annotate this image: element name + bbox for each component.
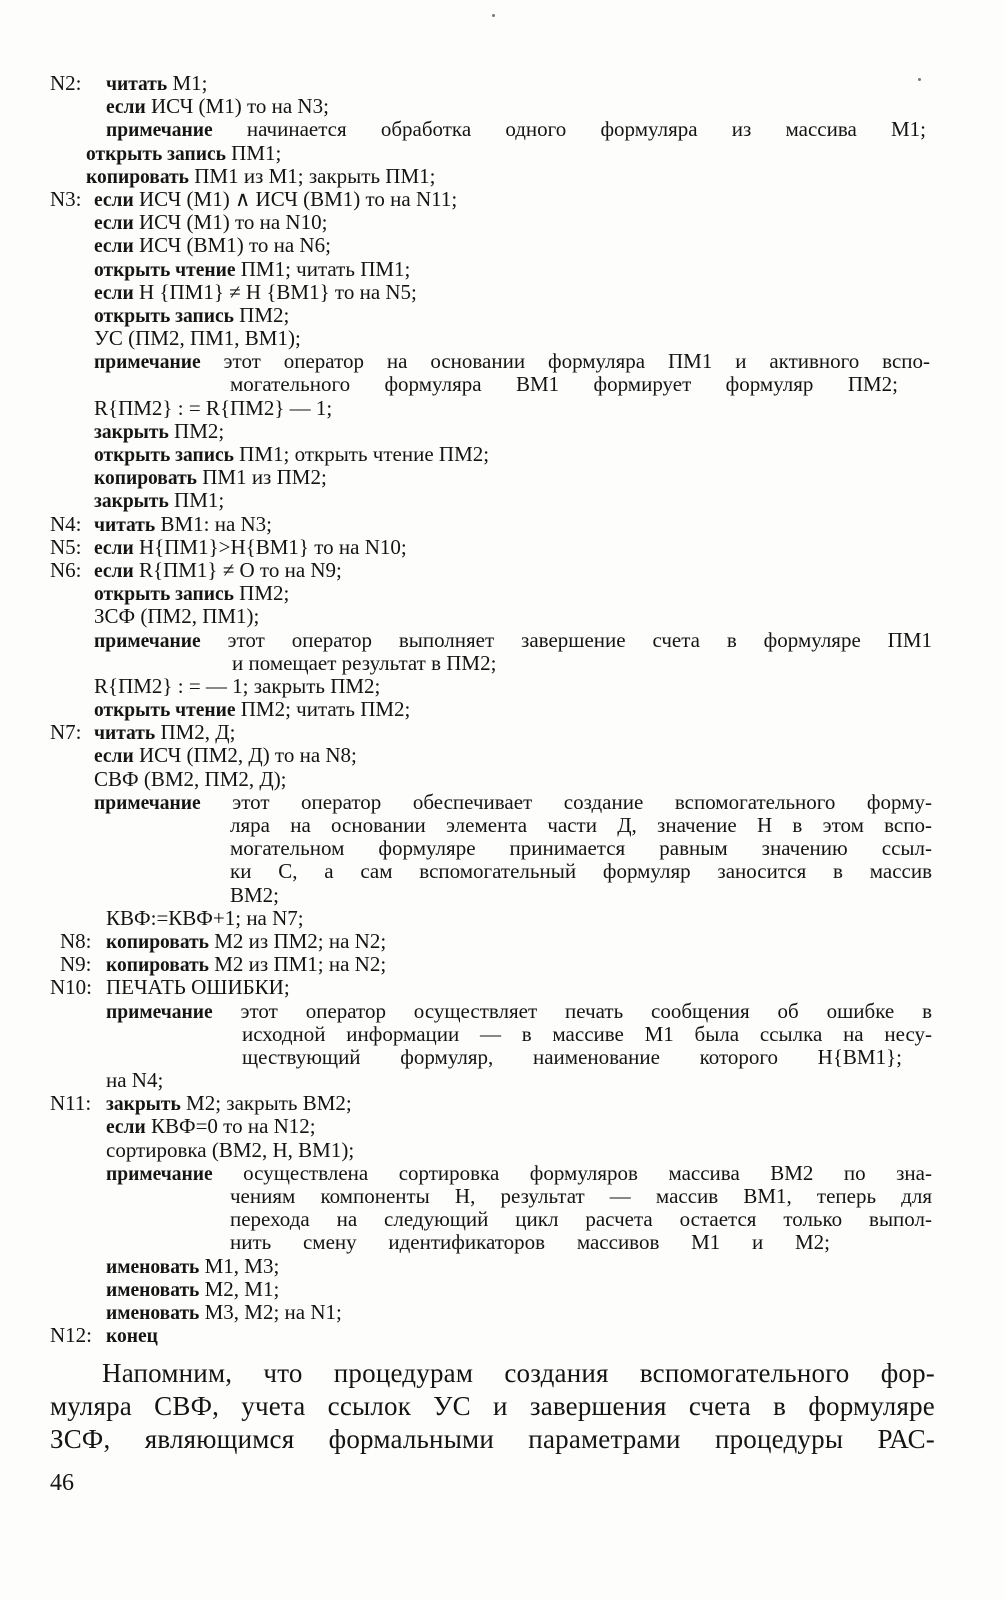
code-line	[50, 814, 950, 837]
keyword: примечание	[106, 120, 213, 142]
statement-body: R{ПМ1} ≠ O то на N9;	[133, 557, 342, 582]
statement-body: ПМ1; читать ПМ1;	[235, 256, 411, 281]
code-line	[50, 188, 950, 211]
code-line	[50, 1324, 950, 1347]
code-line	[50, 1139, 950, 1162]
statement-body: ПЕЧАТЬ ОШИБКИ;	[106, 975, 290, 1000]
statement-body: ПМ2;	[233, 302, 290, 327]
code-line	[50, 118, 950, 141]
keyword: копировать	[94, 468, 197, 490]
statement-body: исходной информации — в массиве M1 была ссылка на несу-	[242, 1022, 932, 1046]
statement-label: N3:	[50, 186, 82, 211]
statement-text	[106, 1069, 163, 1092]
statement-text	[106, 907, 304, 930]
statement-body: R{ПМ2} : = R{ПМ2} — 1;	[94, 395, 333, 420]
statement-body: и помещает результат в ПМ2;	[232, 650, 497, 675]
keyword: если	[106, 97, 146, 119]
statement-label: N7:	[50, 720, 82, 745]
statement-text	[94, 768, 287, 791]
code-line	[50, 605, 950, 628]
statement-text	[106, 953, 386, 977]
statement-text	[232, 652, 496, 675]
keyword: если	[94, 282, 134, 304]
statement-text	[86, 142, 281, 166]
code-line	[50, 791, 950, 814]
statement-body: УС (ПМ2, ПМ1, BM1);	[94, 326, 301, 351]
code-line	[50, 397, 950, 420]
statement-text	[106, 118, 926, 142]
statement-body: ПМ1; открыть чтение ПМ2;	[233, 442, 490, 466]
statement-body: ИСЧ (BM1) то на N6;	[133, 233, 331, 258]
statement-text	[94, 675, 380, 698]
statement-text	[230, 1185, 932, 1208]
code-line	[50, 350, 950, 373]
code-line	[50, 142, 950, 165]
statement-text	[94, 443, 489, 467]
statement-label: N10:	[50, 975, 92, 1000]
statement-body: перехода на следующий цикл расчета остается только выпол-	[230, 1208, 932, 1232]
print-speck	[492, 14, 495, 17]
statement-text	[94, 234, 331, 258]
statement-body: ществующий формуляр, наименование которого H{BM1};	[242, 1045, 902, 1069]
body-paragraph	[50, 1357, 935, 1456]
code-line	[50, 675, 950, 698]
statement-text	[230, 1208, 932, 1231]
statement-label: N6:	[50, 557, 82, 582]
keyword: открыть чтение	[94, 259, 236, 281]
statement-text	[94, 397, 332, 420]
statement-text	[94, 258, 410, 282]
statement-text	[106, 1255, 279, 1279]
statement-text	[106, 1139, 354, 1162]
code-line	[50, 211, 950, 234]
statement-text	[242, 1023, 932, 1046]
keyword: закрыть	[94, 421, 169, 443]
statement-body: ПМ2;	[233, 581, 290, 606]
statement-body: ЗСФ (ПМ2, ПМ1);	[94, 604, 260, 629]
statement-text	[106, 1162, 932, 1186]
statement-body: ИСЧ (M1) то на N10;	[133, 210, 328, 235]
code-line	[50, 582, 950, 605]
statement-label: N2:	[50, 71, 82, 95]
statement-body: КВФ=0 то на N12;	[145, 1114, 316, 1139]
statement-body: M2, M1;	[199, 1276, 280, 1301]
keyword: если	[94, 213, 134, 235]
statement-text	[94, 489, 224, 513]
keyword: если	[94, 537, 134, 559]
statement-body: M3, M2; на N1;	[199, 1299, 342, 1324]
statement-text	[94, 188, 457, 212]
statement-text	[106, 95, 329, 119]
statement-label: N5:	[50, 534, 82, 559]
code-line	[50, 304, 950, 327]
statement-body: начинается обработка одного формуляра из массива M1;	[212, 118, 926, 142]
keyword: закрыть	[94, 491, 169, 513]
keyword: открыть запись	[94, 305, 234, 327]
code-line	[50, 536, 950, 559]
page-number: 46	[50, 1470, 74, 1496]
statement-body: ПМ2;	[168, 418, 225, 443]
code-line	[50, 72, 950, 95]
keyword: если	[106, 1117, 146, 1139]
code-line	[50, 1046, 950, 1069]
statement-body: СВФ (BM2, ПМ2, Д);	[94, 766, 287, 791]
keyword: именовать	[106, 1302, 200, 1324]
code-line	[50, 907, 950, 930]
statement-body: H {ПМ1} ≠ H {BM1} то на N5;	[133, 279, 417, 304]
keyword: примечание	[106, 1001, 213, 1023]
code-line	[50, 559, 950, 582]
code-line	[50, 768, 950, 791]
statement-text	[94, 536, 407, 560]
statement-body: M2 из ПМ2; на N2;	[208, 928, 387, 953]
statement-body: ки С, а сам вспомогательный формуляр заносится в массив	[230, 860, 932, 884]
statement-text	[242, 1046, 902, 1069]
statement-body: ПМ1 из M1; закрыть ПМ1;	[188, 163, 436, 188]
code-line	[50, 513, 950, 536]
keyword: если	[94, 746, 134, 768]
code-line	[50, 1231, 950, 1254]
keyword: примечание	[94, 352, 201, 374]
statement-label: N12:	[50, 1323, 92, 1348]
statement-text	[106, 976, 290, 999]
paragraph-line: муляра СВФ, учета ссылок УС и завершения счета в формуляре	[50, 1391, 935, 1421]
keyword: примечание	[94, 792, 201, 814]
code-line	[50, 443, 950, 466]
code-line	[50, 258, 950, 281]
code-line	[50, 953, 950, 976]
statement-text	[106, 1000, 932, 1024]
code-line	[50, 744, 950, 767]
statement-label: N11:	[50, 1091, 92, 1116]
code-line	[50, 95, 950, 118]
statement-text	[230, 1231, 830, 1254]
statement-body: ляра на основании элемента части Д, значение H в этом вспо-	[230, 814, 932, 837]
statement-text	[94, 744, 357, 768]
code-line	[50, 721, 950, 744]
keyword: копировать	[106, 931, 209, 953]
code-line	[50, 860, 950, 883]
paragraph-line: Напомним, что процедурам создания вспомогательного фор-	[102, 1358, 935, 1388]
statement-text	[94, 629, 932, 653]
statement-text	[94, 350, 930, 374]
statement-text	[106, 1324, 158, 1348]
code-line	[50, 1069, 950, 1092]
statement-body: ИСЧ (M1) ∧ ИСЧ (BM1) то на N11;	[133, 186, 458, 211]
statement-body: этот оператор на основании формуляра ПМ1 и активного вспо-	[200, 350, 930, 374]
statement-body: осуществлена сортировка формуляров массива BM2 по зна-	[212, 1161, 932, 1185]
statement-text	[230, 837, 932, 860]
paragraph-line: ЗСФ, являющимся формальными параметрами процедуры РАС-	[50, 1424, 935, 1454]
statement-body: ИСЧ (ПМ2, Д) то на N8;	[133, 743, 357, 768]
statement-text	[106, 1092, 352, 1116]
keyword: именовать	[106, 1256, 200, 1278]
code-line	[50, 373, 950, 396]
statement-body: могательного формуляра BM1 формирует формуляр ПМ2;	[230, 373, 898, 397]
statement-body: чениям компоненты H, результат — массив BM1, теперь для	[230, 1185, 932, 1208]
statement-body: нить смену идентификаторов массивов M1 и M2;	[230, 1231, 830, 1255]
statement-body: ПМ2; читать ПМ2;	[235, 697, 411, 722]
statement-body: M1;	[167, 71, 208, 95]
keyword: именовать	[106, 1279, 200, 1301]
keyword: конец	[106, 1326, 158, 1348]
code-line	[50, 420, 950, 443]
keyword: примечание	[94, 630, 201, 652]
code-line	[50, 165, 950, 188]
code-line	[50, 1000, 950, 1023]
code-line	[50, 1023, 950, 1046]
code-line	[50, 234, 950, 257]
statement-text	[94, 211, 327, 235]
statement-text	[106, 72, 207, 96]
statement-text	[230, 884, 279, 907]
statement-body: M2; закрыть BM2;	[180, 1091, 352, 1116]
keyword: копировать	[106, 955, 209, 977]
keyword: закрыть	[106, 1094, 181, 1116]
code-line	[50, 1115, 950, 1138]
statement-text	[94, 420, 224, 444]
code-line	[50, 1162, 950, 1185]
keyword: читать	[106, 74, 168, 95]
statement-body: сортировка (BM2, H, BM1);	[106, 1137, 355, 1162]
algorithm-listing	[50, 72, 950, 1347]
keyword: если	[94, 189, 134, 211]
statement-body: КВФ:=КВФ+1; на N7;	[106, 905, 304, 930]
statement-body: M1, M3;	[199, 1253, 280, 1278]
keyword: если	[94, 236, 134, 258]
keyword: читать	[94, 723, 156, 745]
statement-body: M2 из ПМ1; на N2;	[208, 952, 387, 977]
statement-text	[230, 373, 898, 396]
statement-text	[106, 1301, 342, 1325]
code-line	[50, 976, 950, 999]
statement-text	[230, 814, 932, 837]
keyword: открыть чтение	[94, 700, 236, 722]
code-line	[50, 1278, 950, 1301]
statement-body: BM1: на N3;	[155, 511, 273, 536]
statement-body: H{ПМ1}>H{BM1} то на N10;	[133, 534, 407, 559]
statement-label: N4:	[50, 511, 82, 536]
statement-text	[94, 466, 327, 490]
statement-text	[106, 1115, 316, 1139]
statement-body: ПМ1 из ПМ2;	[196, 465, 327, 490]
statement-body: этот оператор осуществляет печать сообщения об ошибке в	[212, 999, 932, 1023]
code-line	[50, 652, 950, 675]
statement-text	[94, 281, 417, 305]
statement-text	[106, 930, 386, 954]
statement-text	[94, 698, 410, 722]
code-line	[50, 1255, 950, 1278]
keyword: копировать	[86, 166, 189, 188]
statement-label: N9:	[60, 952, 92, 977]
code-line	[50, 629, 950, 652]
code-line	[50, 930, 950, 953]
statement-text	[106, 1278, 279, 1302]
statement-text	[94, 605, 259, 628]
statement-body: могательном формуляре принимается равным значению ссыл-	[230, 837, 932, 861]
code-line	[50, 837, 950, 860]
keyword: читать	[94, 514, 156, 536]
keyword: открыть запись	[94, 445, 234, 466]
statement-body: этот оператор обеспечивает создание вспомогательного форму-	[200, 790, 932, 814]
code-line	[50, 327, 950, 350]
statement-text	[94, 721, 235, 745]
statement-label: N8:	[60, 928, 92, 953]
statement-body: ПМ1;	[225, 140, 282, 165]
code-line	[50, 1185, 950, 1208]
code-line	[50, 884, 950, 907]
statement-text	[94, 327, 301, 350]
code-line	[50, 698, 950, 721]
statement-text	[86, 165, 435, 189]
keyword: открыть запись	[86, 143, 226, 165]
keyword: примечание	[106, 1163, 213, 1185]
statement-text	[94, 304, 289, 328]
code-line	[50, 1092, 950, 1115]
code-line	[50, 1301, 950, 1324]
statement-body: ПМ1;	[168, 488, 225, 513]
statement-text	[94, 559, 342, 583]
statement-body: ПМ2, Д;	[155, 720, 236, 745]
keyword: если	[94, 560, 134, 582]
statement-text	[94, 791, 932, 815]
statement-body: ИСЧ (M1) то на N3;	[145, 94, 329, 119]
code-line	[50, 489, 950, 512]
statement-body: BM2;	[230, 882, 280, 907]
statement-text	[230, 860, 932, 883]
code-line	[50, 1208, 950, 1231]
statement-body: на N4;	[106, 1068, 164, 1093]
statement-body: этот оператор выполняет завершение счета в формуляре ПМ1	[200, 628, 932, 652]
statement-body: R{ПМ2} : = — 1; закрыть ПМ2;	[94, 673, 381, 698]
statement-text	[94, 582, 289, 606]
code-line	[50, 281, 950, 304]
code-line	[50, 466, 950, 489]
statement-text	[94, 513, 272, 537]
keyword: открыть запись	[94, 584, 234, 606]
